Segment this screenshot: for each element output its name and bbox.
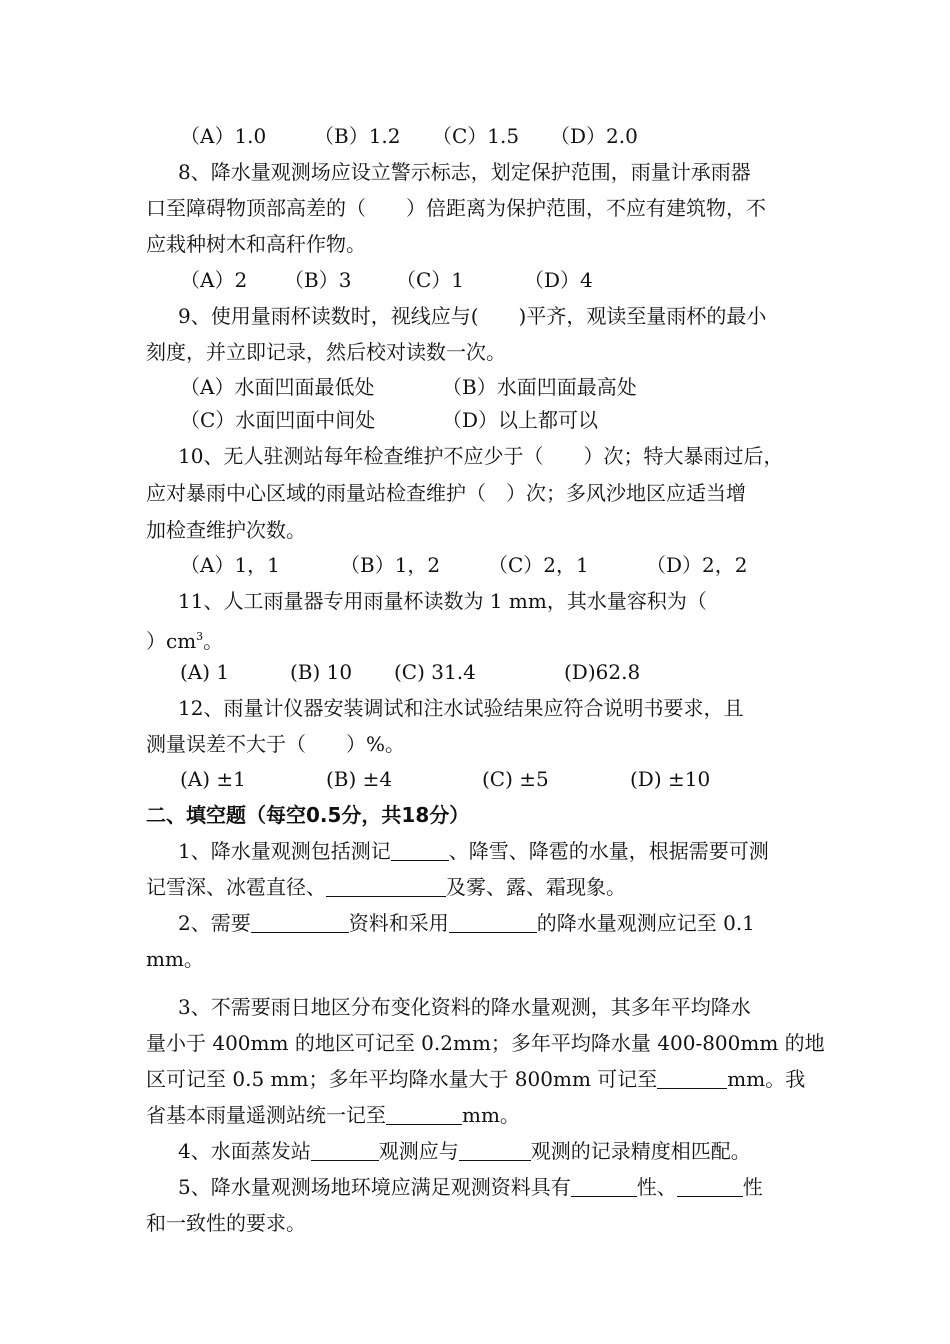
fill-1-text-c: 记雪深、冰雹直径、 xyxy=(146,875,326,899)
answer-blank[interactable] xyxy=(677,1176,743,1197)
fill-5-line-1 xyxy=(178,1172,810,1202)
section-2-title: 二、填空题（每空0.5分，共18分） xyxy=(146,803,470,827)
fill-4-line-1 xyxy=(178,1136,810,1166)
q10-option-a: （A）1，1 xyxy=(180,553,280,577)
q9-line-1: 9、使用量雨杯读数时，视线应与( )平齐，观读至量雨杯的最小 xyxy=(178,304,767,328)
fill-3-line-4 xyxy=(146,1100,810,1130)
q7-option-b: （B）1.2 xyxy=(314,124,401,148)
q12-line-2: 测量误差不大于（ ）%。 xyxy=(146,732,406,756)
answer-blank[interactable] xyxy=(326,876,446,897)
q12-line-1: 12、雨量计仪器安装调试和注水试验结果应符合说明书要求，且 xyxy=(178,696,744,720)
q7-option-a: （A）1.0 xyxy=(180,124,267,148)
answer-blank[interactable] xyxy=(391,840,449,861)
q12-option-c: (C) ±5 xyxy=(482,767,549,791)
q7-options xyxy=(180,121,844,151)
q11-line-1: 11、人工雨量器专用雨量杯读数为 1 mm，其水量容积为（ xyxy=(178,589,707,613)
fill-5-text-b: 性、 xyxy=(636,1175,677,1199)
fill-3-text-c: 省基本雨量遥测站统一记至 xyxy=(146,1103,386,1127)
answer-blank[interactable] xyxy=(571,1176,637,1197)
answer-blank[interactable] xyxy=(657,1068,727,1089)
fill-4-text-c: 观测的记录精度相匹配。 xyxy=(530,1139,751,1163)
q11-option-c: (C) 31.4 xyxy=(394,660,476,684)
answer-blank[interactable] xyxy=(251,912,349,933)
q10-line-1: 10、无人驻测站每年检查维护不应少于（ ）次；特大暴雨过后， xyxy=(178,444,784,468)
q10-option-b: （B）1，2 xyxy=(340,553,441,577)
q8-option-c: （C）1 xyxy=(396,268,465,292)
answer-blank[interactable] xyxy=(449,912,537,933)
q10-line-2: 应对暴雨中心区域的雨量站检查维护（ ）次；多风沙地区应适当增 xyxy=(146,481,746,505)
q8-option-b: （B）3 xyxy=(284,268,352,292)
q9-options-row-1 xyxy=(180,372,844,402)
fill-3-text-b: mm。我 xyxy=(727,1067,806,1091)
q12-option-a: (A) ±1 xyxy=(180,767,246,791)
q12-option-d: (D) ±10 xyxy=(630,767,711,791)
fill-2-line-2: mm。 xyxy=(146,947,204,971)
fill-5-text-c: 性 xyxy=(742,1175,763,1199)
fill-2-line-1 xyxy=(178,908,810,938)
q8-option-a: （A）2 xyxy=(180,268,248,292)
q11-option-b: (B) 10 xyxy=(290,660,353,684)
q12-option-b: (B) ±4 xyxy=(326,767,393,791)
q11-line-2-end: 。 xyxy=(203,629,224,653)
q10-line-3: 加检查维护次数。 xyxy=(146,518,306,542)
fill-4-text-a: 4、水面蒸发站 xyxy=(178,1139,311,1163)
q8-line-1: 8、降水量观测场应设立警示标志，划定保护范围，雨量计承雨器 xyxy=(178,160,751,184)
q11-option-d: (D)62.8 xyxy=(564,660,641,684)
fill-1-line-1 xyxy=(178,836,810,866)
q8-options xyxy=(180,265,844,295)
q9-options-row-2 xyxy=(180,405,844,435)
q11-options xyxy=(180,657,844,687)
fill-1-line-2 xyxy=(146,872,810,902)
q8-line-2: 口至障碍物顶部高差的（ ）倍距离为保护范围，不应有建筑物，不 xyxy=(146,196,766,220)
fill-2-text-c: 的降水量观测应记至 0.1 xyxy=(536,911,755,935)
q12-options xyxy=(180,764,844,794)
q10-option-d: （D）2，2 xyxy=(646,553,748,577)
fill-3-text-a: 区可记至 0.5 mm；多年平均降水量大于 800mm 可记至 xyxy=(146,1067,658,1091)
q11-superscript: 3 xyxy=(196,630,204,643)
fill-1-text-a: 1、降水量观测包括测记 xyxy=(178,839,391,863)
fill-4-text-b: 观测应与 xyxy=(378,1139,459,1163)
fill-1-text-b: 、降雪、降雹的水量，根据需要可测 xyxy=(448,839,769,863)
q9-option-d: （D）以上都可以 xyxy=(442,408,599,432)
fill-3-line-3 xyxy=(146,1064,810,1094)
fill-5-line-2: 和一致性的要求。 xyxy=(146,1211,306,1235)
q8-option-d: （D）4 xyxy=(524,268,593,292)
answer-blank[interactable] xyxy=(311,1140,379,1161)
q11-option-a: (A) 1 xyxy=(180,660,230,684)
answer-blank[interactable] xyxy=(386,1104,462,1125)
q10-option-c: （C）2，1 xyxy=(488,553,589,577)
q10-options xyxy=(180,550,844,580)
q9-option-c: （C）水面凹面中间处 xyxy=(180,408,376,432)
fill-2-text-b: 资料和采用 xyxy=(348,911,449,935)
fill-3-line-1: 3、不需要雨日地区分布变化资料的降水量观测，其多年平均降水 xyxy=(178,995,751,1019)
fill-5-text-a: 5、降水量观测场地环境应满足观测资料具有 xyxy=(178,1175,571,1199)
q11-line-2-text: ）cm xyxy=(146,629,197,653)
fill-2-text-a: 2、需要 xyxy=(178,911,251,935)
q11-line-2 xyxy=(146,622,810,656)
q9-option-a: （A）水面凹面最低处 xyxy=(180,375,375,399)
q7-option-d: （D）2.0 xyxy=(550,124,638,148)
q9-option-b: （B）水面凹面最高处 xyxy=(442,375,637,399)
q7-option-c: （C）1.5 xyxy=(432,124,520,148)
answer-blank[interactable] xyxy=(459,1140,531,1161)
fill-3-text-d: mm。 xyxy=(462,1103,520,1127)
fill-1-text-d: 及雾、露、霜现象。 xyxy=(446,875,626,899)
q9-line-2: 刻度，并立即记录，然后校对读数一次。 xyxy=(146,340,506,364)
fill-3-line-2: 量小于 400mm 的地区可记至 0.2mm；多年平均降水量 400-800mm 的地 xyxy=(146,1031,825,1055)
q8-line-3: 应栽种树木和高秆作物。 xyxy=(146,232,366,256)
